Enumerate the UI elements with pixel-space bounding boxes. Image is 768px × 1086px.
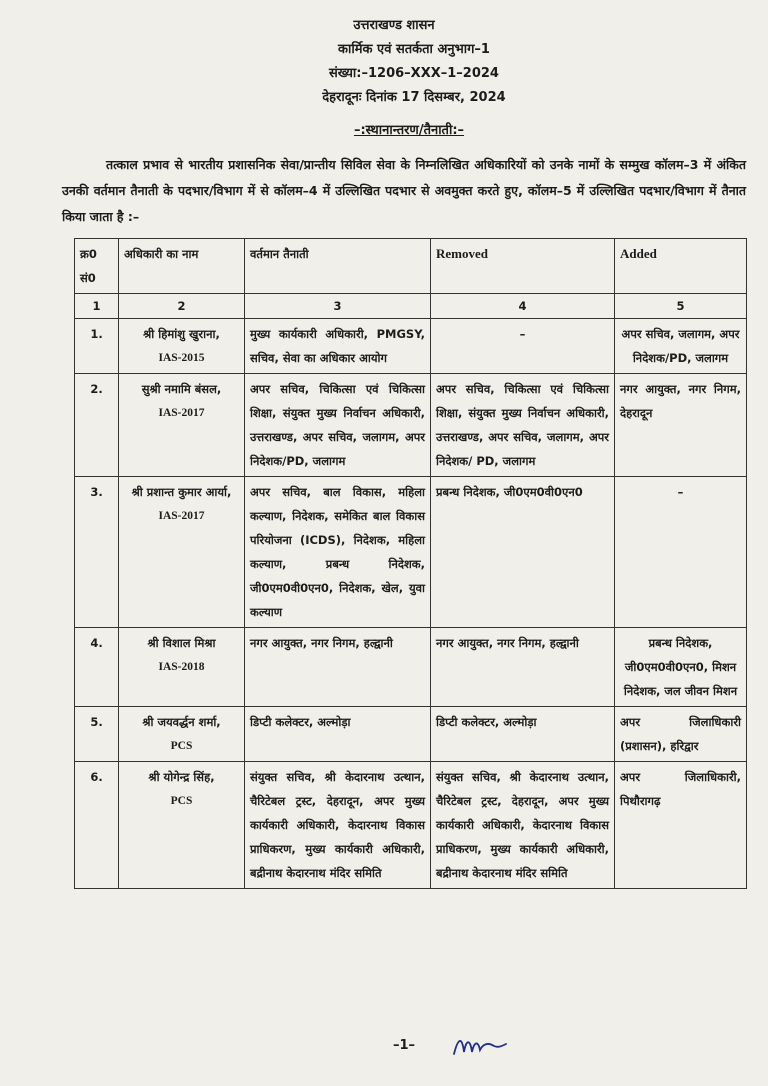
present-posting: डिप्टी कलेक्टर, अल्मोड़ा [245, 707, 431, 762]
row-sno: 6. [75, 762, 119, 889]
officer-name-cell [119, 707, 245, 762]
header-added: Added [615, 239, 747, 294]
column-number-row [75, 294, 747, 319]
officer-service: IAS-2017 [158, 407, 205, 419]
column-number: 2 [119, 294, 245, 319]
removed-posting: प्रबन्ध निदेशक, जी0एम0वी0एन0 [431, 477, 615, 628]
added-posting: – [615, 477, 747, 628]
officer-name-cell [119, 374, 245, 477]
present-posting: मुख्य कार्यकारी अधिकारी, PMGSY, सचिव, सेवा का अधिकार आयोग [245, 319, 431, 374]
column-number: 4 [431, 294, 615, 319]
column-number: 5 [615, 294, 747, 319]
document-date: देहरादूनः दिनांक 17 दिसम्बर, 2024 [322, 90, 506, 105]
present-posting: अपर सचिव, बाल विकास, महिला कल्याण, निदेशक, समेकित बाल विकास परियोजना (ICDS), निदेशक, महिला कल्याण, प्रबन्ध निदेशक, जी0एम0वी0एन0, निदेशक, खेल, युवा कल्याण [245, 477, 431, 628]
added-posting: प्रबन्ध निदेशक, जी0एम0वी0एन0, मिशन निदेशक, जल जीवन मिशन [615, 628, 747, 707]
officer-name: सुश्री नमामि बंसल, [141, 382, 222, 396]
table-row [75, 762, 747, 889]
header-removed: Removed [431, 239, 615, 294]
table-row [75, 374, 747, 477]
added-posting: अपर जिलाधिकारी, पिथौरागढ़ [615, 762, 747, 889]
officer-name-cell [119, 762, 245, 889]
row-sno: 2. [75, 374, 119, 477]
present-posting: नगर आयुक्त, नगर निगम, हल्द्वानी [245, 628, 431, 707]
table-row [75, 477, 747, 628]
officer-service: PCS [170, 795, 193, 807]
row-sno: 3. [75, 477, 119, 628]
officer-service: IAS-2018 [158, 661, 205, 673]
officer-service: IAS-2015 [158, 352, 205, 364]
added-posting: अपर सचिव, जलागम, अपर निदेशक/PD, जलागम [615, 319, 747, 374]
table-row [75, 707, 747, 762]
officer-name: श्री विशाल मिश्रा [147, 636, 216, 650]
order-paragraph: तत्काल प्रभाव से भारतीय प्रशासनिक सेवा/प्रान्तीय सिविल सेवा के निम्नलिखित अधिकारियों को उनके नामों के सम्मुख कॉलम–3 में अंकित उनकी वर्तमान तैनाती के पदभार/विभाग में से कॉलम–4 में उल्लिखित पदभार से अवमुक्त करते हुए, कॉलम–5 में उल्लिखित पदभार/विभाग में तैनात किया जाता है :– [62, 157, 746, 224]
removed-posting: नगर आयुक्त, नगर निगम, हल्द्वानी [431, 628, 615, 707]
column-number: 1 [75, 294, 119, 319]
page-footer [0, 1038, 768, 1053]
removed-posting: डिप्टी कलेक्टर, अल्मोड़ा [431, 707, 615, 762]
page-number: –1– [392, 1038, 416, 1053]
table-row [75, 628, 747, 707]
officer-service: IAS-2017 [158, 510, 205, 522]
officer-name-cell [119, 319, 245, 374]
present-posting: अपर सचिव, चिकित्सा एवं चिकित्सा शिक्षा, संयुक्त मुख्य निर्वाचन अधिकारी, उत्तराखण्ड, अपर सचिव, जलागम, अपर निदेशक/PD, जलागम [245, 374, 431, 477]
reference-number: संख्या:–1206–XXX–1–2024 [329, 66, 499, 81]
row-sno: 5. [75, 707, 119, 762]
subject-line: –:स्थानान्तरण/तैनाती:– [353, 123, 465, 138]
added-posting: नगर आयुक्त, नगर निगम, देहरादून [615, 374, 747, 477]
table-row [75, 319, 747, 374]
removed-posting: – [431, 319, 615, 374]
handwritten-signature [450, 1030, 510, 1060]
officer-name-cell [119, 477, 245, 628]
officer-name: श्री प्रशान्त कुमार आर्या, [131, 485, 232, 499]
removed-posting: संयुक्त सचिव, श्री केदारनाथ उत्थान, चैरिटेबल ट्रस्ट, देहरादून, अपर मुख्य कार्यकारी अधिकारी, केदारनाथ विकास प्राधिकरण, मुख्य कार्यकारी अधिकारी, बद्रीनाथ केदारनाथ मंदिर समिति [431, 762, 615, 889]
officer-name: श्री योगेन्द्र सिंह, [148, 770, 215, 784]
row-sno: 4. [75, 628, 119, 707]
officer-name: श्री हिमांशु खुराना, [143, 327, 220, 341]
officer-service: PCS [170, 740, 193, 752]
removed-posting: अपर सचिव, चिकित्सा एवं चिकित्सा शिक्षा, संयुक्त मुख्य निर्वाचन अधिकारी, उत्तराखण्ड, अपर सचिव, जलागम, अपर निदेशक/ PD, जलागम [431, 374, 615, 477]
column-number: 3 [245, 294, 431, 319]
header-present-posting: वर्तमान तैनाती [245, 239, 431, 294]
header-name: अधिकारी का नाम [119, 239, 245, 294]
transfer-table [74, 238, 747, 889]
govt-title: उत्तराखण्ड शासन [353, 18, 435, 33]
table-header-row [75, 239, 747, 294]
officer-name-cell [119, 628, 245, 707]
row-sno: 1. [75, 319, 119, 374]
department-name: कार्मिक एवं सतर्कता अनुभाग–1 [338, 42, 490, 57]
officer-name: श्री जयवर्द्धन शर्मा, [142, 715, 221, 729]
present-posting: संयुक्त सचिव, श्री केदारनाथ उत्थान, चैरिटेबल ट्रस्ट, देहरादून, अपर मुख्य कार्यकारी अधिकारी, केदारनाथ विकास प्राधिकरण, मुख्य कार्यकारी अधिकारी, बद्रीनाथ केदारनाथ मंदिर समिति [245, 762, 431, 889]
added-posting: अपर जिलाधिकारी (प्रशासन), हरिद्वार [615, 707, 747, 762]
document-header [0, 14, 768, 110]
header-sno: क्र0 सं0 [75, 239, 119, 294]
